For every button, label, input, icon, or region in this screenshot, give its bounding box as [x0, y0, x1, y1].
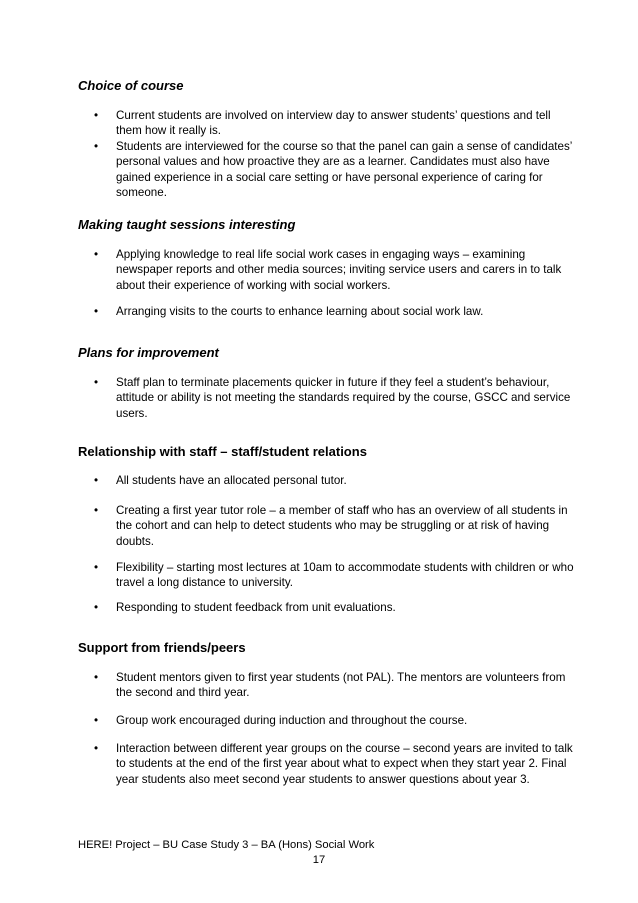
bullet-icon: • — [94, 109, 99, 122]
bullet-icon: • — [94, 742, 99, 755]
list-item — [94, 560, 574, 591]
bullet-icon: • — [94, 474, 99, 487]
list-item-text: Responding to student feedback from unit evaluations. — [116, 601, 396, 614]
section-heading-relationship-with-staff: Relationship with staff – staff/student relations — [78, 444, 367, 459]
list-item-text: Student mentors given to first year students (not PAL). The mentors are volunteers from the second and third year. — [116, 671, 566, 700]
list-item — [94, 670, 574, 701]
list-item — [94, 600, 574, 615]
page-number: 17 — [312, 854, 326, 866]
section-heading-support-from-friends-peers: Support from friends/peers — [78, 640, 246, 655]
list-item — [94, 304, 574, 319]
bullet-icon: • — [94, 305, 99, 318]
bullet-icon: • — [94, 248, 99, 261]
list-item — [94, 503, 574, 549]
bullet-icon: • — [94, 671, 99, 684]
list-item-text: Arranging visits to the courts to enhance learning about social work law. — [116, 305, 484, 318]
list-item-text: Creating a first year tutor role – a member of staff who has an overview of all students in the cohort and can help to detect students who may be struggling or at risk of having doubts. — [116, 504, 568, 548]
section-heading-making-taught-sessions-interesting: Making taught sessions interesting — [78, 217, 296, 232]
list-item-text: Students are interviewed for the course so that the panel can gain a sense of candidates’ personal values and how proactive they are as a learner. Candidates must also have gained experience in a social care setting or have personal experience of caring for someone. — [116, 140, 572, 200]
bullet-icon: • — [94, 504, 99, 517]
list-item — [94, 375, 574, 421]
footer-text: HERE! Project – BU Case Study 3 – BA (Hons) Social Work — [78, 839, 375, 851]
list-item-text: Flexibility – starting most lectures at 10am to accommodate students with children or who travel a long distance to university. — [116, 561, 574, 590]
section-heading-plans-for-improvement: Plans for improvement — [78, 345, 219, 360]
bullet-icon: • — [94, 376, 99, 389]
list-item — [94, 108, 574, 139]
section-heading-choice-of-course: Choice of course — [78, 78, 184, 93]
bullet-icon: • — [94, 561, 99, 574]
list-item — [94, 247, 574, 293]
list-item — [94, 473, 574, 488]
list-item — [94, 139, 574, 201]
list-item-text: All students have an allocated personal tutor. — [116, 474, 347, 487]
list-item — [94, 741, 574, 787]
bullet-icon: • — [94, 714, 99, 727]
list-item-text: Group work encouraged during induction and throughout the course. — [116, 714, 468, 727]
list-item-text: Interaction between different year groups on the course – second years are invited to talk to students at the end of the first year about what to expect when they start year 2. Final year students also meet second year students to answer questions about year 3. — [116, 742, 573, 786]
bullet-icon: • — [94, 601, 99, 614]
list-item-text: Current students are involved on interview day to answer students’ questions and tell them how it really is. — [116, 109, 551, 138]
bullet-icon: • — [94, 140, 99, 153]
list-item-text: Staff plan to terminate placements quicker in future if they feel a student’s behaviour, attitude or ability is not meeting the standards required by the course, GSCC and service users. — [116, 376, 571, 420]
list-item-text: Applying knowledge to real life social work cases in engaging ways – examining newspaper reports and other media sources; inviting service users and carers in to talk about their experience of working with social workers. — [116, 248, 562, 292]
list-item — [94, 713, 574, 728]
